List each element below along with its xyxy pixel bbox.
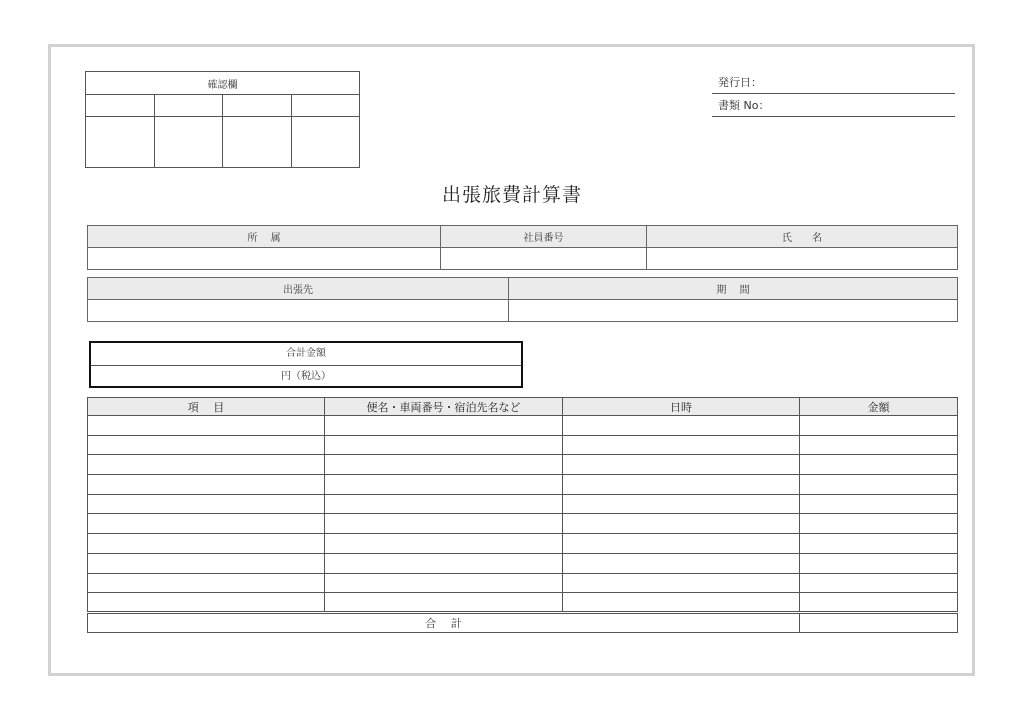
table-row <box>88 475 958 495</box>
total-amount-unit: 円（税込） <box>281 371 331 382</box>
detail-cell[interactable] <box>325 494 563 514</box>
confirm-cell[interactable] <box>223 95 292 117</box>
table-row <box>88 455 958 475</box>
doc-no-label: 書類 No： <box>718 99 770 112</box>
item-cell[interactable] <box>88 494 325 514</box>
item-cell[interactable] <box>88 455 325 475</box>
amount-cell[interactable] <box>800 455 958 475</box>
datetime-cell[interactable] <box>563 494 800 514</box>
document-title: 出張旅費計算書 <box>441 184 582 206</box>
stamp-cell[interactable] <box>86 117 155 168</box>
table-row <box>88 435 958 455</box>
confirm-title: 確認欄 <box>86 72 360 95</box>
issue-date-label: 発行日： <box>718 76 762 89</box>
confirm-cell[interactable] <box>154 95 223 117</box>
employee-info-table <box>87 225 958 270</box>
table-row <box>88 514 958 534</box>
amount-cell[interactable] <box>800 553 958 573</box>
doc-no-field[interactable] <box>712 95 955 117</box>
table-row <box>88 553 958 573</box>
affiliation-header: 所 属 <box>88 226 441 248</box>
amount-cell[interactable] <box>800 593 958 613</box>
item-cell[interactable] <box>88 534 325 554</box>
datetime-header: 日時 <box>563 398 800 416</box>
datetime-cell[interactable] <box>563 455 800 475</box>
table-row <box>88 416 958 436</box>
detail-cell[interactable] <box>325 573 563 593</box>
detail-cell[interactable] <box>325 475 563 495</box>
name-header: 氏 名 <box>647 226 958 248</box>
amount-cell[interactable] <box>800 416 958 436</box>
total-amount-field[interactable] <box>91 366 521 387</box>
employee-no-field[interactable] <box>441 248 647 270</box>
item-cell[interactable] <box>88 573 325 593</box>
datetime-cell[interactable] <box>563 534 800 554</box>
period-field[interactable] <box>509 300 958 322</box>
sum-row <box>88 612 958 632</box>
total-amount-label: 合計金額 <box>91 343 521 366</box>
datetime-cell[interactable] <box>563 475 800 495</box>
detail-cell[interactable] <box>325 514 563 534</box>
amount-cell[interactable] <box>800 435 958 455</box>
detail-cell[interactable] <box>325 416 563 436</box>
detail-cell[interactable] <box>325 534 563 554</box>
total-amount-box <box>89 341 523 388</box>
employee-no-header: 社員番号 <box>441 226 647 248</box>
amount-cell[interactable] <box>800 514 958 534</box>
trip-info-table <box>87 277 958 322</box>
table-row <box>88 593 958 613</box>
amount-cell[interactable] <box>800 534 958 554</box>
table-row <box>88 573 958 593</box>
datetime-cell[interactable] <box>563 553 800 573</box>
item-cell[interactable] <box>88 435 325 455</box>
item-cell[interactable] <box>88 416 325 436</box>
detail-cell[interactable] <box>325 455 563 475</box>
table-row <box>88 534 958 554</box>
issue-date-field[interactable] <box>712 72 955 94</box>
amount-cell[interactable] <box>800 573 958 593</box>
expense-items-table <box>87 397 958 633</box>
item-cell[interactable] <box>88 593 325 613</box>
datetime-cell[interactable] <box>563 435 800 455</box>
detail-header: 便名・車両番号・宿泊先名など <box>325 398 563 416</box>
amount-cell[interactable] <box>800 494 958 514</box>
confirm-box <box>85 71 360 168</box>
stamp-cell[interactable] <box>154 117 223 168</box>
period-header: 期 間 <box>509 278 958 300</box>
name-field[interactable] <box>647 248 958 270</box>
sum-amount-field[interactable] <box>800 612 958 632</box>
datetime-cell[interactable] <box>563 573 800 593</box>
confirm-cell[interactable] <box>86 95 155 117</box>
confirm-cell[interactable] <box>291 95 360 117</box>
datetime-cell[interactable] <box>563 416 800 436</box>
destination-header: 出張先 <box>88 278 509 300</box>
item-header: 項 目 <box>88 398 325 416</box>
affiliation-field[interactable] <box>88 248 441 270</box>
item-cell[interactable] <box>88 475 325 495</box>
datetime-cell[interactable] <box>563 514 800 534</box>
amount-header: 金額 <box>800 398 958 416</box>
stamp-cell[interactable] <box>223 117 292 168</box>
detail-cell[interactable] <box>325 593 563 613</box>
item-cell[interactable] <box>88 553 325 573</box>
sum-label: 合 計 <box>88 612 800 632</box>
stamp-cell[interactable] <box>291 117 360 168</box>
item-cell[interactable] <box>88 514 325 534</box>
amount-cell[interactable] <box>800 475 958 495</box>
table-row <box>88 494 958 514</box>
detail-cell[interactable] <box>325 553 563 573</box>
datetime-cell[interactable] <box>563 593 800 613</box>
detail-cell[interactable] <box>325 435 563 455</box>
destination-field[interactable] <box>88 300 509 322</box>
